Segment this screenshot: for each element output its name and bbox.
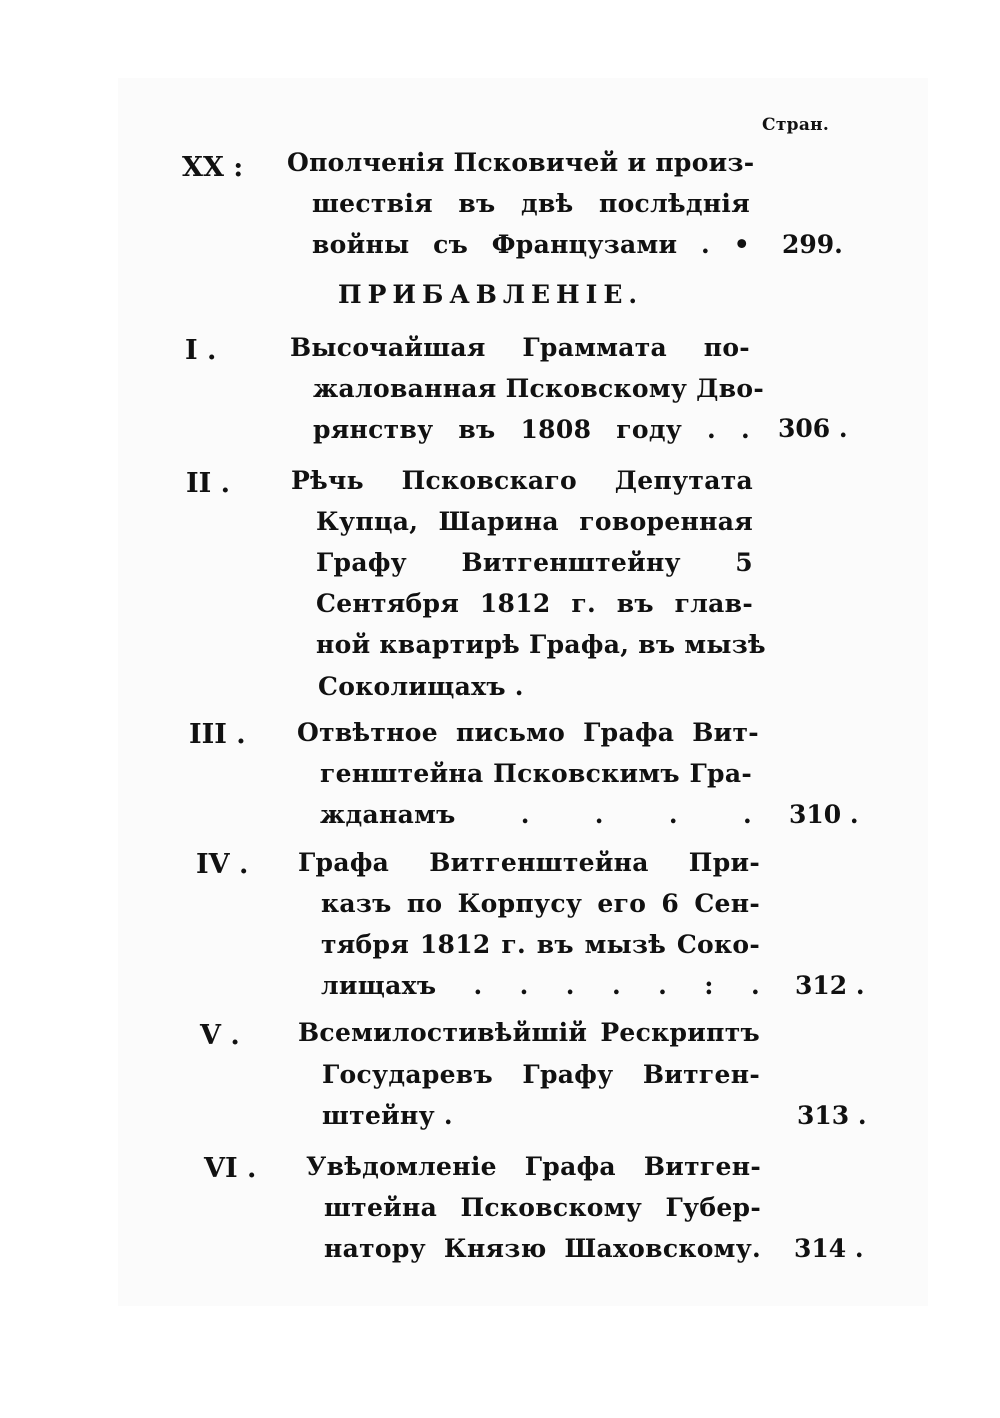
entry-line: Графа Витгенштейна При- [298, 848, 760, 877]
entry-line: ной квартирѣ Графа, въ мызѣ [316, 630, 766, 659]
entry-line: генштейна Псковскимъ Гра- [320, 759, 752, 788]
entry-line: Рѣчь Псковскаго Депутата [291, 466, 753, 495]
entry-line: Купца, Шарина говоренная [316, 507, 753, 536]
entry-number: VI . [204, 1153, 257, 1184]
entry-line: рянству въ 1808 году . . [313, 415, 750, 444]
entry-line: шествія въ двѣ послѣднія [312, 189, 750, 218]
page-number: 310 . [789, 800, 859, 829]
entry-number: I . [185, 335, 217, 366]
entry-line: Графу Витгенштейну 5 [316, 548, 753, 577]
entry-number: IV . [196, 849, 249, 880]
entry-line: штейна Псковскому Губер- [324, 1193, 761, 1222]
entry-line: Высочайшая Граммата по- [290, 333, 750, 362]
entry-line: тября 1812 г. въ мызѣ Соко- [321, 930, 760, 959]
page-number: 299. [782, 230, 843, 259]
entry-line: натору Князю Шаховскому. [324, 1234, 761, 1263]
entry-number: II . [186, 468, 231, 499]
entry-number: XX : [182, 152, 244, 183]
entry-number: V . [200, 1020, 240, 1051]
entry-line: лищахъ . . . . . : . [321, 971, 760, 1000]
entry-line: Увѣдомленіе Графа Витген- [306, 1152, 761, 1181]
entry-line: Отвѣтное письмо Графа Вит- [297, 718, 759, 747]
entry-line: казъ по Корпусу его 6 Сен- [321, 889, 760, 918]
page-number: 306 . [778, 414, 848, 443]
entry-line: штейну . [322, 1101, 453, 1130]
entry-line: жалованная Псковскому Дво- [313, 374, 765, 403]
entry-line: жданамъ . . . . [320, 800, 752, 829]
page-number: 314 . [794, 1234, 864, 1263]
entry-line: войны съ Французами . • [312, 230, 750, 259]
entry-line: Сентября 1812 г. въ глав- [316, 589, 753, 618]
page-column-header: Стран. [762, 115, 830, 135]
entry-line: Всемилостивѣйшій Рескриптъ [298, 1018, 760, 1047]
page-number: 313 . [797, 1101, 867, 1130]
entry-line: Ополченія Псковичей и произ- [287, 148, 755, 177]
entry-line: Государевъ Графу Витген- [322, 1060, 760, 1089]
entry-line: Соколищахъ . [318, 672, 524, 701]
entry-number: III . [189, 719, 246, 750]
section-heading: ПРИБАВЛЕНІЕ. [338, 280, 644, 309]
page-number: 312 . [795, 971, 865, 1000]
